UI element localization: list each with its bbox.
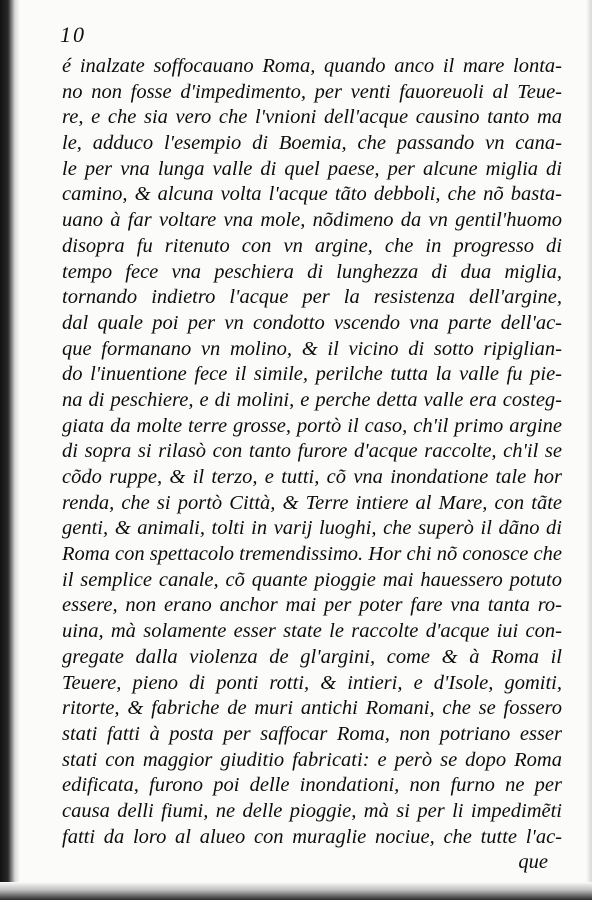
text-line: do l'inuentione fece il simile, perilche tutta la valle fu pie-	[62, 363, 562, 386]
text-line: stati con maggior giuditio fabricati: e però se dopo Roma	[62, 748, 562, 771]
text-line: essere, non erano anchor mai per poter fare vna tanta ro-	[62, 594, 562, 617]
text-line: re, e che sia vero che l'vnioni dell'acque causino tanto ma	[62, 106, 562, 129]
text-line: uano à far voltare vna mole, nõdimeno da vn gentil'huomo	[62, 209, 562, 232]
text-line: uina, mà solamente esser state le raccolte d'acque iui con-	[62, 620, 562, 643]
catchword: que	[518, 851, 548, 874]
text-line: causa delli fiumi, ne delle pioggie, mà si per li impedimẽti	[62, 799, 562, 822]
text-line: camino, & alcuna volta l'acque tãto debboli, che nõ basta-	[62, 183, 562, 206]
text-line: stati fatti à posta per saffocar Roma, non potriano esser	[62, 722, 562, 745]
text-line: cõdo ruppe, & il terzo, e tutti, cõ vna inondatione tale hor	[62, 466, 562, 488]
text-line: il semplice canale, cõ quante pioggie mai hauessero potuto	[62, 568, 562, 591]
text-line: edificata, furono poi delle inondationi, non furno ne per	[62, 774, 562, 797]
text-line: dal quale poi per vn condotto vscendo vna parte dell'ac-	[62, 311, 562, 334]
text-line: le, adduco l'esempio di Boemia, che passando vn cana-	[62, 132, 562, 155]
text-line: Roma con spettacolo tremendissimo. Hor chi nõ conosce che	[62, 543, 562, 566]
text-line: renda, che si portò Città, & Terre intiere al Mare, con tãte	[62, 491, 562, 514]
text-line: le per vna lunga valle di quel paese, per alcune miglia di	[62, 157, 562, 180]
text-line: fatti da loro al alueo con muraglie nociue, che tutte l'ac-	[62, 825, 562, 848]
binding-shadow	[0, 0, 20, 900]
body-text	[62, 54, 562, 876]
text-line: que formanano vn molino, & il vicino di sotto ripiglian-	[62, 337, 562, 360]
text-line: tempo fece vna peschiera di lunghezza di dua miglia,	[62, 260, 562, 283]
text-line: Teuere, pieno di ponti rotti, & intieri, e d'Isole, gomiti,	[62, 671, 562, 694]
text-line: no non fosse d'impedimento, per venti fauoreuoli al Teue-	[62, 80, 562, 103]
bottom-shadow	[0, 882, 592, 900]
text-line: disopra fu ritenuto con vn argine, che in progresso di	[62, 234, 562, 257]
text-line: na di peschiere, e di molini, e perche detta valle era costeg-	[62, 388, 562, 411]
text-line: ritorte, & fabriche de muri antichi Romani, che se fossero	[62, 697, 562, 720]
page-number: 10	[60, 22, 86, 47]
text-line: genti, & animali, tolti in varij luoghi, che superò il dãno di	[62, 517, 562, 540]
text-line: di sopra si rilasò con tanto furore d'acque raccolte, ch'il se	[62, 440, 562, 463]
text-line: tornando indietro l'acque per la resistenza dell'argine,	[62, 286, 562, 309]
text-line: giata da molte terre grosse, portò il caso, ch'il primo argine	[62, 414, 562, 437]
text-line: é inalzate soffocauano Roma, quando anco il mare lonta-	[62, 55, 562, 77]
text-line: gregate dalla violenza de gl'argini, come & à Roma il	[62, 645, 562, 668]
page-edge	[586, 0, 592, 900]
